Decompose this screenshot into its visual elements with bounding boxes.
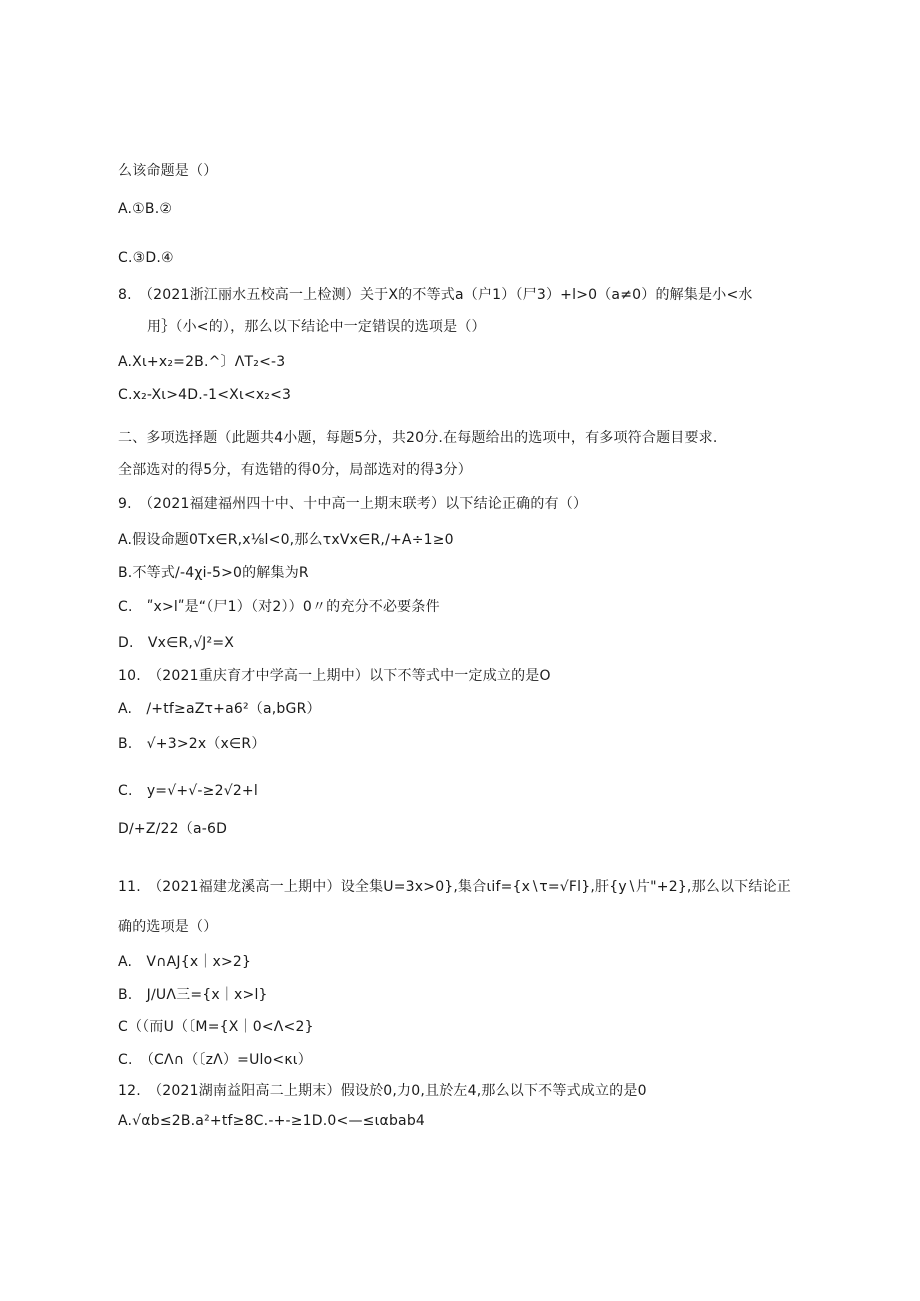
option-line: C.x₂-Xι>4D.-1<Xι<x₂<3 — [118, 387, 292, 403]
option-line: D∕+Z∕22（a-6D — [118, 821, 228, 837]
option-line: C（（而U（〔M={X｜0<Λ<2} — [118, 1019, 314, 1035]
question-10: 10. （2021重庆育才中学高一上期中）以下不等式中一定成立的是O — [118, 668, 551, 684]
option-line: A.①B.② — [118, 201, 173, 217]
option-line: A.Xι+x₂=2B.^〕ΛT₂<-3 — [118, 354, 286, 370]
option-line: C. y=√+√-≥2√2+l — [118, 783, 258, 799]
option-line: B. J∕UΛ三={x｜x>l} — [118, 987, 268, 1003]
option-line: D. Vx∈R,√J²=X — [118, 635, 235, 651]
question-11-cont: 确的选项是（） — [118, 919, 218, 935]
question-8-cont: 用｝（小<的），那么以下结论中一定错误的选项是（） — [147, 319, 486, 335]
question-12: 12. （2021湖南益阳高二上期末）假设於0,力0,且於左4,那么以下不等式成立的是0 — [118, 1083, 647, 1099]
option-line: A. V∩AJ{x｜x>2} — [118, 954, 252, 970]
question-9: 9. （2021福建福州四十中、十中高一上期末联考）以下结论正确的有（） — [118, 496, 588, 512]
text-line: 么该命题是（） — [118, 163, 218, 179]
option-line: A.√αb≤2B.a²+tf≥8C.-+-≥1D.0<—≤ιαbab4 — [118, 1113, 426, 1129]
question-11: 11. （2021福建龙溪高一上期中）设全集U=3x>0},集合ιif={x∖τ=√Fl},肝{y∖片"+2},那么以下结论正 — [118, 879, 791, 895]
option-line: A. /+tf≥aZτ+a6²（a,bGR） — [118, 701, 321, 717]
option-line: C.③D.④ — [118, 250, 174, 266]
option-line: B. √+3>2x（x∈R） — [118, 736, 266, 752]
section-heading-cont: 全部选对的得5分，有选错的得0分，局部选对的得3分） — [118, 462, 472, 478]
option-line: B.不等式/-4χi-5>0的解集为R — [118, 565, 309, 581]
option-line: A.假设命题0Tx∈R,x⅛l<0,那么τxVx∈R,/+A÷1≥0 — [118, 532, 454, 548]
question-8: 8. （2021浙江丽水五校高一上检测）关于X的不等式a（户1）（尸3）+l>0（a≠0）的解集是小<水 — [118, 287, 753, 303]
option-line: C. ʺx>lʺ是“（尸1）（对2））0〃的充分不必要条件 — [118, 599, 440, 615]
section-heading: 二、多项选择题（此题共4小题，每题5分，共20分.在每题给出的选项中，有多项符合题目要求. — [118, 430, 718, 446]
option-line: C. （CΛ∩（〔zΛ）=Ulo<κι） — [118, 1052, 312, 1068]
